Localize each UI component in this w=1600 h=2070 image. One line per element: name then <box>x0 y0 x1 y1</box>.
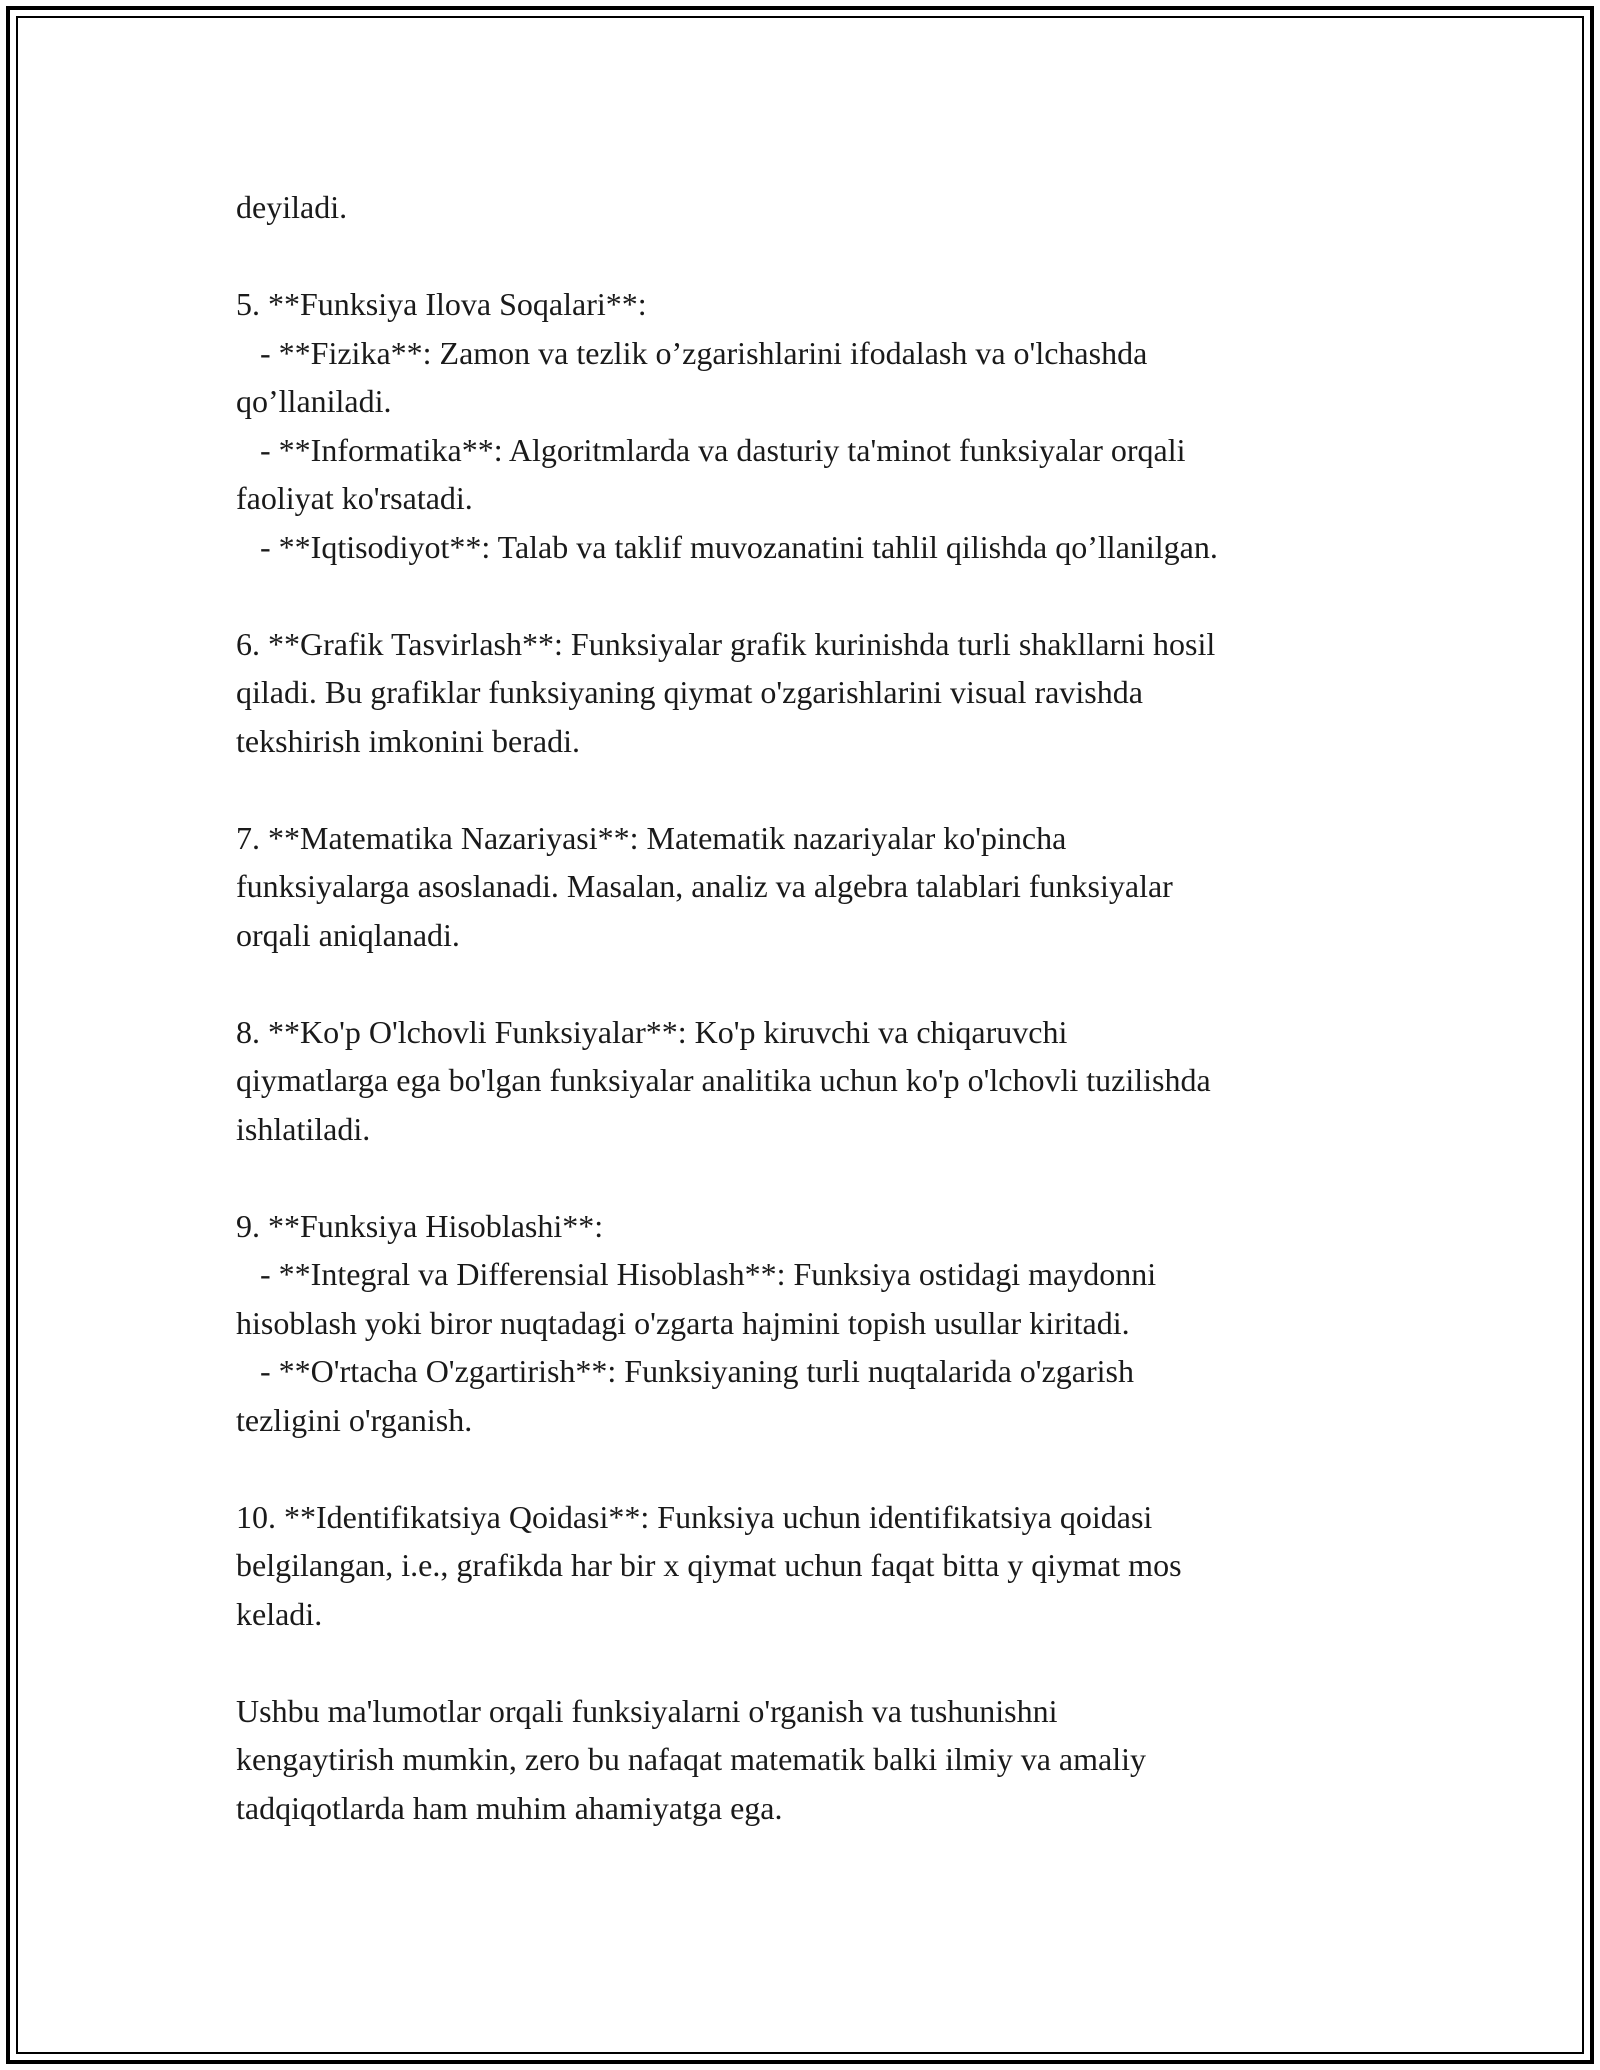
text-line: funksiyalarga asoslanadi. Masalan, analiz va algebra talablari funksiyalar <box>236 868 1173 904</box>
blank-line <box>236 232 1396 281</box>
text-line: hisoblash yoki biror nuqtadagi o'zgarta hajmini topish usullar kiritadi. <box>236 1304 1130 1341</box>
text-line: - **Fizika**: Zamon va tezlik o’zgarishlarini ifodalash va o'lchashda <box>236 334 1148 371</box>
text-line: tezligini o'rganish. <box>236 1401 473 1438</box>
text-line: kengaytirish mumkin, zero bu nafaqat matematik balki ilmiy va amaliy <box>236 1741 1146 1777</box>
blank-line <box>236 1638 1396 1687</box>
text-line: qiladi. Bu grafiklar funksiyaning qiymat o'zgarishlarini visual ravishda <box>236 674 1143 710</box>
text-line: - **Informatika**: Algoritmlarda va dasturiy ta'minot funksiyalar orqali <box>236 431 1186 468</box>
text-line: orqali aniqlanadi. <box>236 916 460 953</box>
document-body <box>236 183 1396 1832</box>
text-line: Ushbu ma'lumotlar orqali funksiyalarni o'rganish va tushunishni <box>236 1692 1058 1729</box>
text-line: 7. **Matematika Nazariyasi**: Matematik nazariyalar ko'pincha <box>236 819 1067 856</box>
blank-line <box>236 1153 1396 1202</box>
blank-line <box>236 1444 1396 1493</box>
text-line: 8. **Ko'p O'lchovli Funksiyalar**: Ko'p kiruvchi va chiqaruvchi <box>236 1013 1068 1050</box>
text-line: - **O'rtacha O'zgartirish**: Funksiyaning turli nuqtalarida o'zgarish <box>236 1353 1134 1389</box>
text-line: tadqiqotlarda ham muhim ahamiyatga ega. <box>236 1789 783 1826</box>
blank-line <box>236 959 1396 1008</box>
text-line: faoliyat ko'rsatadi. <box>236 480 473 516</box>
blank-line <box>236 571 1396 620</box>
text-line: deyiladi. <box>236 189 348 225</box>
text-line: qiymatlarga ega bo'lgan funksiyalar analitika uchun ko'p o'lchovli tuzilishda <box>236 1062 1211 1098</box>
text-line: belgilangan, i.e., grafikda har bir x qiymat uchun faqat bitta y qiymat mos <box>236 1547 1182 1583</box>
text-line: ishlatiladi. <box>236 1110 371 1147</box>
text-line: 9. **Funksiya Hisoblashi**: <box>236 1207 604 1244</box>
text-line: 5. **Funksiya Ilova Soqalari**: <box>236 286 647 322</box>
text-line: tekshirish imkonini beradi. <box>236 722 580 759</box>
text-line: 6. **Grafik Tasvirlash**: Funksiyalar grafik kurinishda turli shakllarni hosil <box>236 625 1216 662</box>
text-line: 10. **Identifikatsiya Qoidasi**: Funksiya uchun identifikatsiya qoidasi <box>236 1498 1153 1535</box>
text-line: qo’llaniladi. <box>236 383 392 419</box>
text-line: - **Integral va Differensial Hisoblash**: Funksiya ostidagi maydonni <box>236 1256 1157 1292</box>
text-line: - **Iqtisodiyot**: Talab va taklif muvozanatini tahlil qilishda qo’llanilgan. <box>236 528 1218 565</box>
blank-line <box>236 765 1396 814</box>
text-line: keladi. <box>236 1595 323 1632</box>
